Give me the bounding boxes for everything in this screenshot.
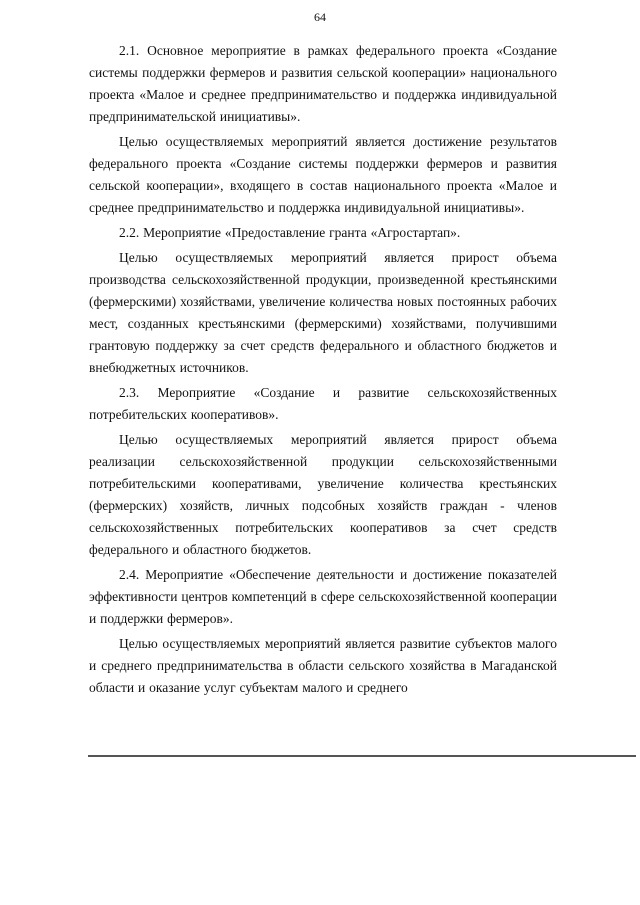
paragraph-2-1-heading: 2.1. Основное мероприятие в рамках федерального проекта «Создание системы поддержки фермеров и развития сельской кооперации» национального проекта «Малое и среднее предпринимательство и поддержка индивидуальной предпринимательской инициативы». xyxy=(89,43,557,124)
page-number: 64 xyxy=(314,10,326,24)
document-body xyxy=(89,40,557,699)
paragraph-2-1-goal: Целью осуществляемых мероприятий является достижение результатов федерального проекта «Создание системы поддержки фермеров и развития сельской кооперации», входящего в состав национального проекта «Малое и среднее предпринимательство и поддержка индивидуальной инициативы». xyxy=(89,134,557,215)
paragraph-2-2-goal: Целью осуществляемых мероприятий является прирост объема производства сельскохозяйственной продукции, произведенной крестьянскими (фермерскими) хозяйствами, увеличение количества новых постоянных рабочих мест, созданных крестьянскими (фермерскими) хозяйствами, получившими грантовую поддержку за счет средств федерального и областного бюджетов и внебюджетных источников. xyxy=(89,250,557,375)
paragraph-2-4-heading: 2.4. Мероприятие «Обеспечение деятельности и достижение показателей эффективности центров компетенций в сфере сельскохозяйственной кооперации и поддержки фермеров». xyxy=(89,567,557,626)
paragraph-2-2-heading: 2.2. Мероприятие «Предоставление гранта «Агростартап». xyxy=(119,225,461,240)
paragraph-2-4-goal: Целью осуществляемых мероприятий является развитие субъектов малого и среднего предпринимательства в области сельского хозяйства в Магаданской области и оказание услуг субъектам малого и среднего xyxy=(89,636,557,695)
scan-bottom-rule xyxy=(88,755,636,757)
paragraph-2-3-heading: 2.3. Мероприятие «Создание и развитие сельскохозяйственных потребительских кооперативов». xyxy=(89,385,557,422)
paragraph-2-3-goal: Целью осуществляемых мероприятий является прирост объема реализации сельскохозяйственной продукции сельскохозяйственными потребительскими кооперативами, увеличение количества крестьянских (фермерских) хозяйств, личных подсобных хозяйств граждан - членов сельскохозяйственных потребительских кооперативов за счет средств федерального и областного бюджетов. xyxy=(89,432,557,557)
